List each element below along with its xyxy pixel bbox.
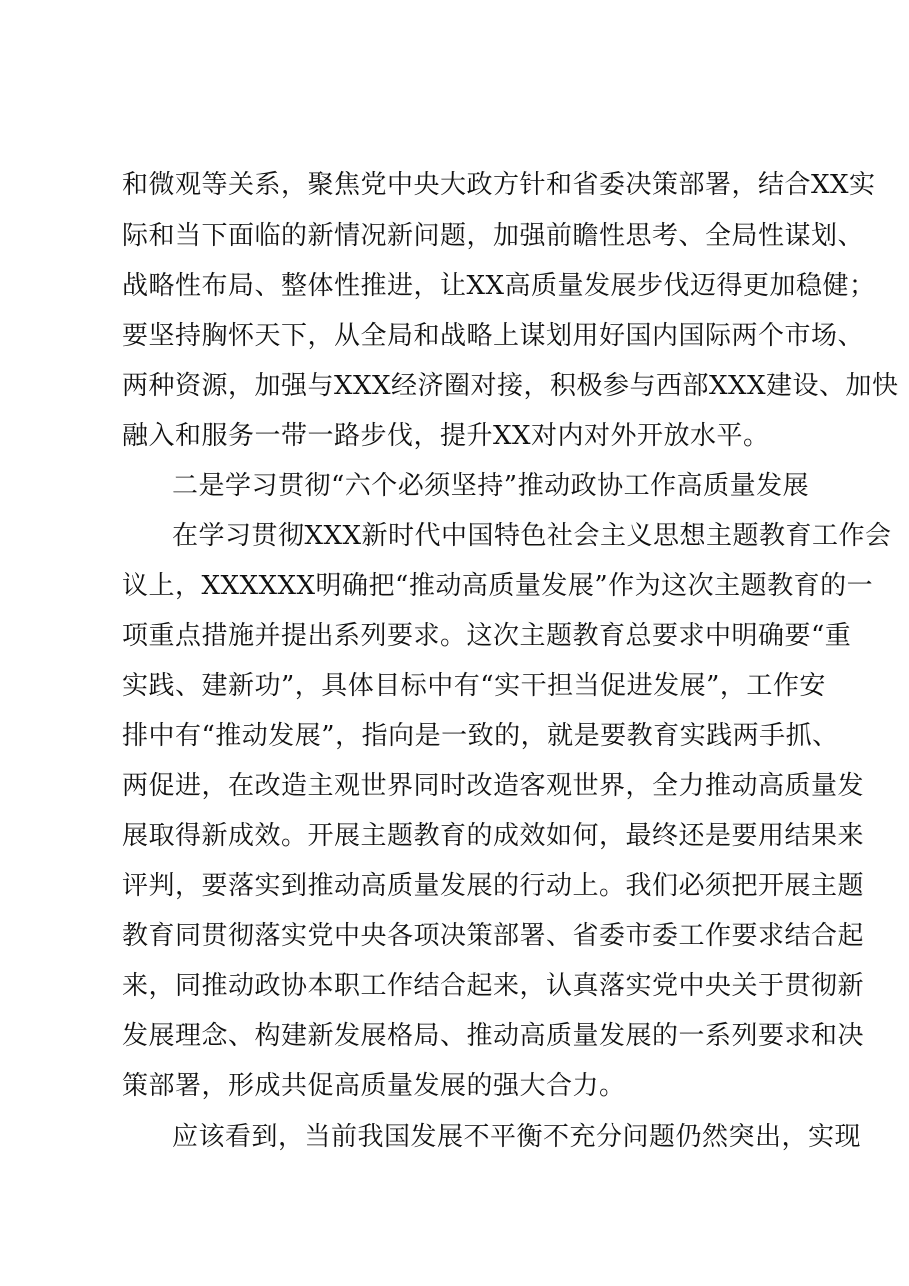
paragraph-1-line-3: 战略性布局、整体性推进，让XX高质量发展步伐迈得更加稳健；	[122, 271, 876, 301]
paragraph-2-line-1: 在学习贯彻XXX新时代中国特色社会主义思想主题教育工作会	[172, 521, 892, 551]
section-heading: 二是学习贯彻“六个必须坚持”推动政协工作高质量发展	[172, 471, 810, 501]
paragraph-2-line-2: 议上，XXXXXX明确把“推动高质量发展”作为这次主题教育的一	[122, 571, 874, 601]
paragraph-1-line-5: 两种资源，加强与XXX经济圈对接，积极参与西部XXX建设、加快	[122, 371, 899, 401]
paragraph-3-line-1: 应该看到，当前我国发展不平衡不充分问题仍然突出，实现	[172, 1122, 862, 1152]
paragraph-1-line-6: 融入和服务一带一路步伐，提升XX对内对外开放水平。	[122, 421, 770, 451]
paragraph-1-line-1: 和微观等关系，聚焦党中央大政方针和省委决策部署，结合XX实	[122, 170, 876, 200]
paragraph-2-line-9: 教育同贯彻落实党中央各项决策部署、省委市委工作要求结合起	[122, 921, 865, 951]
paragraph-2-line-12: 策部署，形成共促高质量发展的强大合力。	[122, 1071, 626, 1101]
paragraph-2-line-3: 项重点措施并提出系列要求。这次主题教育总要求中明确要“重	[122, 621, 852, 651]
paragraph-2-line-4: 实践、建新功”，具体目标中有“实干担当促进发展”，工作安	[122, 671, 826, 701]
paragraph-1-line-4: 要坚持胸怀天下，从全局和战略上谋划用好国内国际两个市场、	[122, 321, 865, 351]
paragraph-2-line-10: 来，同推动政协本职工作结合起来，认真落实党中央关于贯彻新	[122, 971, 865, 1001]
paragraph-2-line-7: 展取得新成效。开展主题教育的成效如何，最终还是要用结果来	[122, 821, 865, 851]
paragraph-2-line-6: 两促进，在改造主观世界同时改造客观世界，全力推动高质量发	[122, 771, 865, 801]
paragraph-2-line-11: 发展理念、构建新发展格局、推动高质量发展的一系列要求和决	[122, 1021, 865, 1051]
paragraph-1-line-2: 际和当下面临的新情况新问题，加强前瞻性思考、全局性谋划、	[122, 221, 865, 251]
paragraph-2-line-8: 评判，要落实到推动高质量发展的行动上。我们必须把开展主题	[122, 871, 865, 901]
paragraph-2-line-5: 排中有“推动发展”，指向是一致的，就是要教育实践两手抓、	[122, 721, 839, 751]
